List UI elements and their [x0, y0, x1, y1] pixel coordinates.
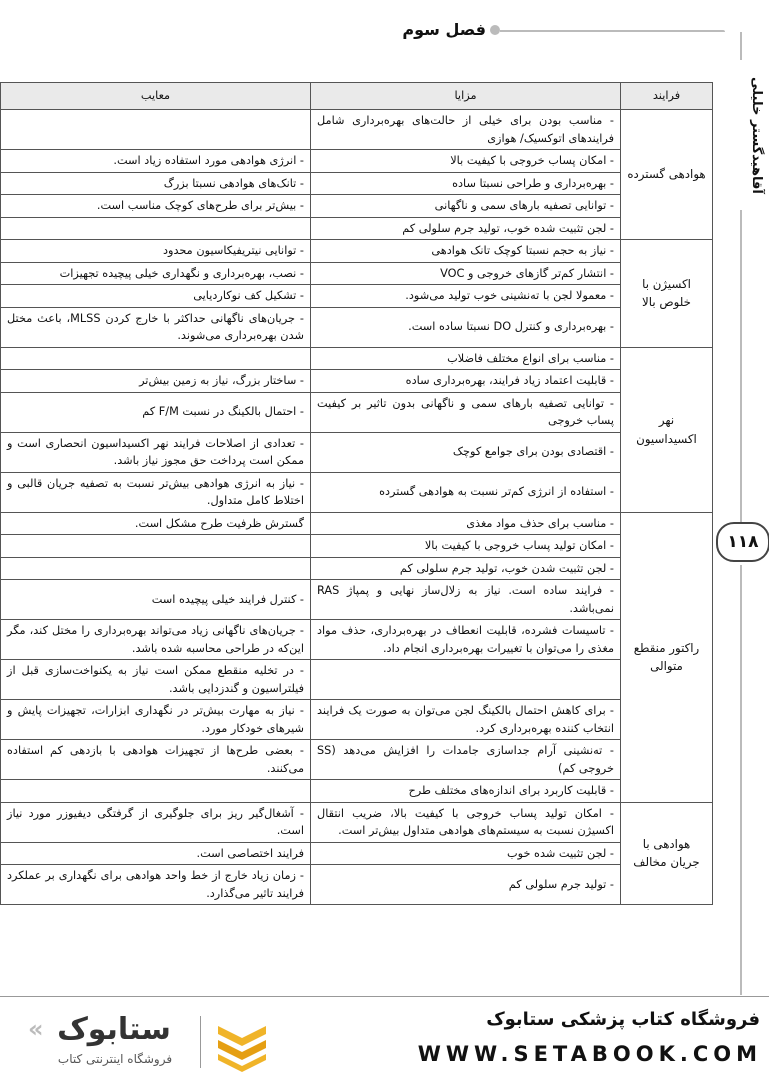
- table-row: [1, 842, 713, 865]
- chevrons-left-icon: «: [28, 1015, 44, 1043]
- table-row: [1, 660, 713, 700]
- disadvantage-cell: - در تخلیه منقطع ممکن است نیاز به یکنواخت‌سازی قبل از فیلتراسیون و گندزدایی باشد.: [1, 660, 311, 700]
- advantage-cell: - ته‌نشینی آرام جداسازی جامدات را افزایش می‌دهد (SS خروجی کم): [311, 740, 621, 780]
- advantage-cell: - امکان تولید پساب خروجی با کیفیت بالا: [311, 535, 621, 558]
- advantage-cell: - مناسب برای حذف مواد مغذی: [311, 512, 621, 535]
- disadvantage-cell: - نیاز به مهارت بیش‌تر در نگهداری ابزارات، تجهیزات پایش و شیرهای خودکار مورد.: [1, 700, 311, 740]
- disadvantage-cell: فرایند اختصاصی است.: [1, 842, 311, 865]
- process-name-cell: اکسیژن با خلوص بالا: [621, 240, 713, 348]
- advantage-cell: - انتشار کم‌تر گازهای خروجی و VOC: [311, 262, 621, 285]
- advantage-cell: - برای کاهش احتمال بالکینگ لجن می‌توان به صورت یک فرایند انتخاب کننده بهره‌برداری کرد.: [311, 700, 621, 740]
- disadvantage-cell: - نصب، بهره‌برداری و نگهداری خیلی پیچیده تجهیزات: [1, 262, 311, 285]
- table-row: [1, 620, 713, 660]
- disadvantage-cell: - بیش‌تر برای طرح‌های کوچک مناسب است.: [1, 195, 311, 218]
- table-row: [1, 347, 713, 370]
- side-rule-lower: [740, 565, 742, 995]
- disadvantage-cell: [1, 557, 311, 580]
- disadvantage-cell: [1, 217, 311, 240]
- advantage-cell: - توانایی تصفیه بارهای سمی و ناگهانی بدون تاثیر بر کیفیت پساب خروجی: [311, 392, 621, 432]
- disadvantage-cell: - تشکیل کف نوکاردیایی: [1, 285, 311, 308]
- book-logo-icon: [212, 1012, 272, 1072]
- disadvantage-cell: - جریان‌های ناگهانی حداکثر با خارج کردن MLSS، باعث مختل شدن بهره‌برداری می‌شوند.: [1, 307, 311, 347]
- advantage-cell: - تولید جرم سلولی کم: [311, 865, 621, 905]
- shop-name: فروشگاه کتاب پزشکی ستابوک: [486, 1009, 760, 1030]
- table-row: [1, 150, 713, 173]
- disadvantage-cell: [1, 535, 311, 558]
- table-row: [1, 195, 713, 218]
- disadvantage-cell: - ساختار بزرگ، نیاز به زمین بیش‌تر: [1, 370, 311, 393]
- disadvantage-cell: - جریان‌های ناگهانی زیاد می‌تواند بهره‌برداری را مختل کند، مگر این‌که در طراحی محاسبه شده باشد.: [1, 620, 311, 660]
- table-row: [1, 307, 713, 347]
- table-row: [1, 557, 713, 580]
- disadvantage-cell: - زمان زیاد خارج از خط واحد هوادهی برای نگهداری بر عملکرد فرایند تاثیر می‌گذارد.: [1, 865, 311, 905]
- advantage-cell: - بهره‌برداری و طراحی نسبتا ساده: [311, 172, 621, 195]
- table-row: [1, 802, 713, 842]
- logo-wordmark: ستابوک: [57, 1012, 171, 1047]
- advantage-cell: - قابلیت اعتماد زیاد فرایند، بهره‌برداری ساده: [311, 370, 621, 393]
- advantage-cell: - نیاز به حجم نسبتا کوچک تانک هوادهی: [311, 240, 621, 263]
- table-header-row: [1, 83, 713, 110]
- disadvantage-cell: - انرژی هوادهی مورد استفاده زیاد است.: [1, 150, 311, 173]
- process-name-cell: نهر اکسیداسیون: [621, 347, 713, 512]
- process-name-cell: راکتور منقطع متوالی: [621, 512, 713, 802]
- table-row: [1, 217, 713, 240]
- process-name-cell: هوادهی با جریان مخالف: [621, 802, 713, 905]
- advantage-cell: - امکان تولید پساب خروجی با کیفیت بالا، ضریب انتقال اکسیژن نسبت به سیستم‌های هوادهی متداول بیش‌تر است.: [311, 802, 621, 842]
- header-dot: [490, 25, 500, 35]
- table-row: [1, 740, 713, 780]
- table-row: [1, 472, 713, 512]
- advantage-cell: - تاسیسات فشرده، قابلیت انعطاف در بهره‌برداری، حذف مواد مغذی را می‌توان با تغییرات بهره‌برداری انجام داد.: [311, 620, 621, 660]
- disadvantage-cell: - احتمال بالکینگ در نسبت F/M کم: [1, 392, 311, 432]
- advantage-cell: - اقتصادی بودن برای جوامع کوچک: [311, 432, 621, 472]
- header-disadvantages: معایب: [1, 83, 311, 110]
- disadvantage-cell: [1, 780, 311, 803]
- table-row: [1, 580, 713, 620]
- table-row: [1, 780, 713, 803]
- table-row: [1, 285, 713, 308]
- table-body: [1, 110, 713, 905]
- logo-separator: [200, 1016, 201, 1068]
- advantage-cell: - لجن تثبیت شده خوب: [311, 842, 621, 865]
- advantage-cell: - قابلیت کاربرد برای اندازه‌های مختلف طرح: [311, 780, 621, 803]
- table-row: [1, 865, 713, 905]
- process-name-cell: هوادهی گسترده: [621, 110, 713, 240]
- table-row: [1, 172, 713, 195]
- table-row: [1, 432, 713, 472]
- advantage-cell: - لجن تثبیت شده خوب، تولید جرم سلولی کم: [311, 217, 621, 240]
- table-row: [1, 535, 713, 558]
- chapter-title: فصل سوم: [402, 20, 486, 39]
- footer-divider: [0, 996, 769, 997]
- disadvantage-cell: گسترش ظرفیت طرح مشکل است.: [1, 512, 311, 535]
- disadvantage-cell: - تعدادی از اصلاحات فرایند نهر اکسیداسیون انحصاری است و ممکن است پرداخت حق مجوز نیاز باشد.: [1, 432, 311, 472]
- disadvantage-cell: - نیاز به انرژی هوادهی بیش‌تر نسبت به تصفیه جریان قالبی و اختلاط کامل متداول.: [1, 472, 311, 512]
- advantage-cell: - مناسب بودن برای خیلی از حالت‌های بهره‌برداری شامل فرایندهای اتوکسیک/ هوازی: [311, 110, 621, 150]
- advantage-cell: - فرایند ساده است. نیاز به زلال‌ساز نهایی و پمپاژ RAS نمی‌باشد.: [311, 580, 621, 620]
- table-row: [1, 262, 713, 285]
- advantage-cell: - امکان پساب خروجی با کیفیت بالا: [311, 150, 621, 173]
- table-row: [1, 512, 713, 535]
- disadvantage-cell: - آشغال‌گیر ریز برای جلوگیری از گرفتگی دیفیوزر مورد نیاز است.: [1, 802, 311, 842]
- comparison-table: [0, 82, 713, 905]
- advantage-cell: [311, 660, 621, 700]
- advantage-cell: - توانایی تصفیه بارهای سمی و ناگهانی: [311, 195, 621, 218]
- table-row: [1, 240, 713, 263]
- disadvantage-cell: - کنترل فرایند خیلی پیچیده است: [1, 580, 311, 620]
- table-row: [1, 700, 713, 740]
- advantage-cell: - بهره‌برداری و کنترل DO نسبتا ساده است.: [311, 307, 621, 347]
- table-row: [1, 110, 713, 150]
- advantage-cell: - لجن تثبیت شدن خوب، تولید جرم سلولی کم: [311, 557, 621, 580]
- header-rule: [500, 30, 725, 32]
- disadvantage-cell: - توانایی نیتریفیکاسیون محدود: [1, 240, 311, 263]
- page-number-badge: ۱۱۸: [716, 522, 769, 562]
- disadvantage-cell: - تانک‌های هوادهی نسبتا بزرگ: [1, 172, 311, 195]
- disadvantage-cell: [1, 347, 311, 370]
- table-row: [1, 370, 713, 393]
- disadvantage-cell: - بعضی طرح‌ها از تجهیزات هوادهی با بازدهی کم استفاده می‌کنند.: [1, 740, 311, 780]
- table-row: [1, 392, 713, 432]
- advantage-cell: - معمولا لجن با ته‌نشینی خوب تولید می‌شود.: [311, 285, 621, 308]
- advantage-cell: - مناسب برای انواع مختلف فاضلاب: [311, 347, 621, 370]
- advantage-cell: - استفاده از انرژی کم‌تر نسبت به هوادهی گسترده: [311, 472, 621, 512]
- side-running-label: آقاهیدگستر خلیلی: [732, 60, 764, 210]
- disadvantage-cell: [1, 110, 311, 150]
- header-process: فرایند: [621, 83, 713, 110]
- header-advantages: مزایا: [311, 83, 621, 110]
- shop-url: WWW.SETABOOK.COM: [417, 1042, 762, 1066]
- logo-tagline: فروشگاه اینترنتی کتاب: [57, 1052, 173, 1066]
